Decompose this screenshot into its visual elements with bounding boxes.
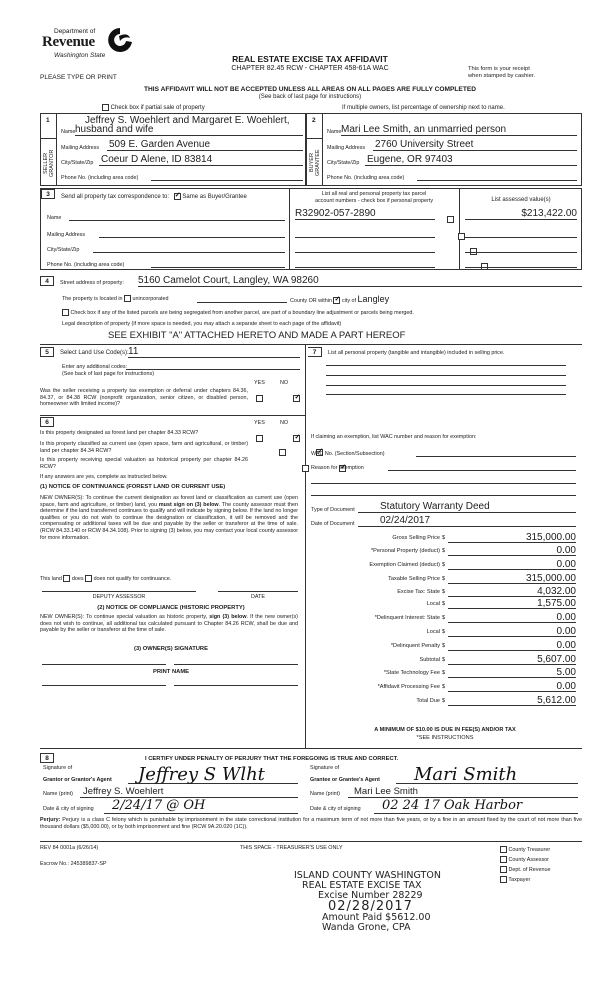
seller-grantor-label: SELLER GRANTOR [43, 149, 55, 177]
section-8-number: 8 [40, 753, 54, 763]
exemption-claim-label: If claiming an exemption, list WAC number and reason for exemption: [311, 434, 477, 440]
instructions-note: (See back of last page for instructions) [258, 94, 362, 100]
subtotal-row: Subtotal $ 5,607.00 [419, 654, 576, 665]
city-field[interactable]: Langley [357, 294, 390, 304]
parcel-number-1[interactable]: R32902-057-2890 [295, 208, 435, 220]
escrow-label: Escrow No.: [40, 861, 70, 867]
form-subtitle: CHAPTER 82.45 RCW - CHAPTER 458-61A WAC [231, 65, 389, 72]
legal-description-field[interactable]: SEE EXHIBIT "A" ATTACHED HERETO AND MADE A PART HEREOF [108, 330, 406, 341]
corr-city-label: City/State/Zip [47, 247, 80, 253]
copy-county-treasurer-label: County Treasurer [508, 847, 551, 853]
city-of-label: city of [341, 298, 357, 304]
corr-mailing-label: Mailing Address [47, 232, 86, 238]
section-6-number: 6 [40, 417, 54, 427]
assessed-value-1[interactable]: $213,422.00 [465, 208, 577, 220]
treasurer-stamp [290, 870, 450, 933]
copy-taxpayer-checkbox[interactable] [500, 876, 507, 883]
parcel-number-3[interactable] [295, 242, 435, 253]
section-2-number: 2 [312, 117, 316, 124]
logo-state: Washington State [54, 52, 106, 59]
grantee-date-label: Date & city of signing [310, 806, 361, 812]
section-3-tax-correspondence [40, 188, 582, 270]
print-name-line-2[interactable] [174, 682, 298, 686]
notice-compliance-title: (2) NOTICE OF COMPLIANCE (HISTORIC PROPERTY) [97, 605, 245, 611]
receipt-note-2: when stamped by cashier. [468, 73, 536, 79]
county-field[interactable] [197, 295, 287, 303]
forest-no-checkbox[interactable] [293, 435, 300, 442]
taxable-selling-price-row: Taxable Selling Price $ 315,000.00 [388, 573, 576, 584]
corr-name-label: Name [47, 215, 62, 221]
grantor-sig-of-label: Signature of [43, 765, 73, 771]
copy-dept-revenue-checkbox[interactable] [500, 866, 507, 873]
buyer-phone-label: Phone No. (including area code) [327, 175, 405, 181]
doc-date-label: Date of Document [311, 521, 355, 527]
affidavit-processing-fee-field[interactable]: 0.00 [448, 681, 576, 692]
if-yes-note: If any answers are yes, complete as instructed below. [40, 474, 168, 480]
deputy-assessor-line[interactable] [42, 588, 196, 592]
copy-county-treasurer-checkbox[interactable] [500, 846, 507, 853]
personal-property-deduct-row: *Personal Property (deduct) $ 0.00 [370, 545, 576, 556]
exemption-claimed-row: Exemption Claimed (deduct) $ 0.00 [369, 559, 576, 570]
warning-text: THIS AFFIDAVIT WILL NOT BE ACCEPTED UNLESS ALL AREAS ON ALL PAGES ARE FULLY COMPLETED [143, 86, 477, 93]
grantee-name-field[interactable]: Mari Lee Smith [348, 786, 578, 798]
personal-property-line-3[interactable] [326, 380, 566, 386]
delinquent-interest-state-field[interactable]: 0.00 [448, 612, 576, 623]
notice-continuance-text: NEW OWNER(S): To continue the current designation as forest land or classification as current use (open space, farm and agriculture, or timber) land, you must sign on (3) below. The county assessor must then determine if the land transferred continues to qualify and will indicate by signing below. If the land no longer qualifies or you do not wish to continue the designation or classification, it will be removed and the compensating or additional taxes will be due and payable by the seller or transferor at the time of sale. (RCW 84.33.140 or RCW 84.34.108). Prior to signing (3) below, you may contact your local county assessor for more information. [40, 495, 298, 541]
land-does-checkbox[interactable] [63, 575, 70, 582]
stamp-tax: REAL ESTATE EXCISE TAX [302, 880, 422, 891]
reason-label: Reason for exemption [311, 465, 364, 471]
subtotal-field[interactable]: 5,607.00 [448, 654, 576, 665]
treasurer-use-label: THIS SPACE - TREASURER'S USE ONLY [240, 845, 343, 851]
deputy-assessor-label: DEPUTY ASSESSOR [92, 594, 146, 600]
copy-county-assessor-label: County Assessor [508, 857, 549, 863]
excise-tax-state-field[interactable]: 4,032.00 [448, 586, 576, 597]
parcel-header-2: account numbers - check box if personal property [314, 197, 434, 204]
affidavit-processing-fee-row: *Affidavit Processing Fee $ 0.00 [377, 681, 576, 692]
section-1-seller [40, 113, 306, 186]
county-or-within-label: County OR within [290, 298, 332, 304]
personal-property-deduct-field[interactable]: 0.00 [448, 545, 576, 556]
stamp-treasurer-name: Wanda Grone, CPA [322, 922, 411, 933]
grantor-name-field[interactable]: Jeffrey S. Woehlert [80, 786, 298, 798]
please-type: PLEASE TYPE OR PRINT [40, 74, 117, 81]
historic-question: Is this property receiving special valuation as historical property per chapter 84.26 RCW? [40, 457, 248, 470]
grantee-date-field[interactable]: 02 24 17 Oak Harbor [374, 798, 578, 814]
section-5-number: 5 [40, 347, 54, 357]
yes-header: YES [254, 380, 265, 386]
delinquent-interest-local-row: Local $ 0.00 [426, 626, 576, 637]
perjury-notice: Perjury: Perjury is a class C felony which is punishable by imprisonment in the state correctional institution for a maximum term of not more than five years, or by a fine in an amount fixed by the court of not more than five thousand dollars ($5,000.00), or by both imprisonment and fine (RCW 9A.20.020 (1C)). [40, 817, 582, 830]
unincorporated-label: unincorporated [132, 295, 169, 302]
state-technology-fee-row: *State Technology Fee $ 5.00 [383, 667, 576, 678]
same-as-buyer-checkbox[interactable] [174, 193, 181, 200]
print-name-title: PRINT NAME [152, 669, 190, 675]
does-label: does [71, 575, 84, 582]
reason-field-2[interactable] [311, 478, 576, 484]
buyer-city-field[interactable]: Eugene, OR 97403 [365, 154, 577, 166]
wac-label: WAC No. (Section/Subsection) [311, 451, 385, 457]
owner-signature-line-1[interactable] [42, 661, 166, 665]
wac-field[interactable] [416, 449, 576, 457]
assessed-header: List assessed value(s) [491, 197, 551, 203]
additional-codes-label: Enter any additional codes: [62, 364, 128, 370]
print-name-line-1[interactable] [42, 682, 166, 686]
section-5-land-use [40, 347, 302, 414]
seller-mailing-field[interactable]: 509 E. Garden Avenue [107, 139, 303, 151]
parcel-number-2[interactable] [295, 227, 435, 238]
minimum-due-note: A MINIMUM OF $10.00 IS DUE IN FEE(S) AND/OR TAX [374, 727, 516, 733]
stamp-date: 02/28/2017 [328, 899, 413, 914]
exemption-question: Was the seller receiving a property tax exemption or deferral under chapters 84.36, 84.37, or 84.38 RCW (nonprofit organization, senior citizen, or disabled person, homeowner with limited income)? [40, 388, 248, 408]
assessed-value-3[interactable] [465, 242, 577, 253]
delinquent-interest-state-row: *Delinquent Interest: State $ 0.00 [374, 612, 576, 623]
yes-header-6: YES [254, 420, 265, 426]
forest-yes-checkbox[interactable] [256, 435, 263, 442]
dor-swirl-icon [106, 26, 134, 54]
notice-compliance-text: NEW OWNER(S): To continue special valuation as historic property, sign (3) below. If the new owner(s) does not wish to continue, all additional tax calculated pursuant to Chapter 84.26 RCW, shall be due and payable by the seller or transferor at the time of sale. [40, 614, 298, 634]
section-7-number: 7 [308, 347, 322, 357]
dor-logo [40, 28, 140, 73]
no-header: NO [280, 380, 289, 386]
owner-signature-title: (3) OWNER(S) SIGNATURE [134, 646, 208, 652]
section-1-number: 1 [46, 117, 50, 124]
gross-selling-price-field[interactable]: 315,000.00 [448, 532, 576, 543]
grantee-sig-of-label: Signature of [310, 765, 340, 771]
assessed-value-4[interactable] [465, 257, 577, 268]
seller-phone-label: Phone No. (including area code) [61, 175, 139, 181]
grantor-signature[interactable]: Jeffrey S Wlht [128, 764, 298, 784]
doc-type-label: Type of Document [311, 507, 355, 513]
land-use-field[interactable]: 11 [128, 346, 300, 358]
city-of-checkbox[interactable] [333, 297, 340, 304]
notice-continuance-title: (1) NOTICE OF CONTINUANCE (FOREST LAND OR CURRENT USE) [40, 484, 226, 490]
form-title: REAL ESTATE EXCISE TAX AFFIDAVIT [232, 54, 388, 64]
does-not-label: does not qualify for continuance. [93, 575, 172, 582]
grantee-agent-label: Grantee or Grantee's Agent [310, 777, 380, 783]
located-in-label: The property is located in [62, 295, 123, 302]
partial-sale-checkbox[interactable] [102, 104, 109, 111]
unincorporated-checkbox[interactable] [124, 295, 131, 302]
logo-revenue: Revenue [42, 34, 95, 50]
seller-phone-field[interactable] [151, 171, 303, 181]
state-technology-fee-field[interactable]: 5.00 [448, 667, 576, 678]
current-use-question: Is this property classified as current use (open space, farm and agricultural, or timber) land per chapter 84.34 RCW? [40, 441, 248, 454]
current-use-yes-checkbox[interactable] [279, 449, 286, 456]
excise-tax-local-field[interactable]: 1,575.00 [448, 598, 576, 609]
land-does-not-checkbox[interactable] [85, 575, 92, 582]
buyer-mailing-label: Mailing Address [327, 145, 366, 151]
same-as-buyer-label: Same as Buyer/Grantee [182, 194, 247, 201]
send-correspondence-label: Send all property tax correspondence to: [61, 194, 170, 201]
lower-divider [305, 344, 306, 748]
parcel-1-personal-checkbox[interactable] [447, 216, 454, 223]
grantor-agent-label: Grantor or Grantor's Agent [43, 777, 112, 783]
taxable-selling-price-field[interactable]: 315,000.00 [448, 573, 576, 584]
reason-field[interactable] [388, 463, 576, 471]
copy-taxpayer-label: Taxpayer [508, 877, 531, 883]
seller-city-field[interactable]: Coeur D Alene, ID 83814 [99, 154, 303, 166]
owner-signature-line-2[interactable] [174, 661, 298, 665]
buyer-name-label: Name [327, 129, 342, 135]
exemption-claimed-field[interactable]: 0.00 [448, 559, 576, 570]
personal-property-line-4[interactable] [326, 389, 566, 395]
exemption-yes-checkbox[interactable] [256, 395, 263, 402]
seller-name-label: Name [61, 129, 76, 135]
buyer-name-field[interactable]: Mari Lee Smith, an unmarried person [341, 124, 577, 136]
doc-date-field[interactable]: 02/24/2017 [358, 515, 576, 527]
personal-property-line-2[interactable] [326, 370, 566, 376]
buyer-grantee-label: BUYER GRANTEE [309, 149, 321, 177]
grantor-name-label: Name (print) [43, 791, 73, 797]
assessor-date-label: DATE [251, 594, 265, 600]
corr-mailing-field[interactable] [99, 228, 285, 238]
stamp-amount-paid: Amount Paid $5612.00 [322, 912, 431, 923]
parcel-number-4[interactable] [295, 257, 435, 268]
partial-sale-label: Check box if partial sale of property [110, 105, 205, 112]
total-due-row: Total Due $ 5,612.00 [416, 695, 576, 706]
personal-property-line-1[interactable] [326, 360, 566, 366]
buyer-mailing-field[interactable]: 2760 University Street [373, 139, 577, 151]
see-instructions-note: *SEE INSTRUCTIONS [416, 735, 474, 741]
exemption-no-checkbox[interactable] [293, 395, 300, 402]
copy-county-assessor-checkbox[interactable] [500, 856, 507, 863]
personal-property-label: List all personal property (tangible and intangible) included in selling price. [328, 350, 505, 356]
grantee-name-label: Name (print) [310, 791, 340, 797]
additional-codes-field[interactable] [126, 362, 300, 370]
delinquent-penalty-field[interactable]: 0.00 [448, 640, 576, 651]
total-due-field[interactable]: 5,612.00 [448, 695, 576, 706]
section-4-number: 4 [40, 276, 54, 286]
forest-land-question: Is this property designated as forest land per chapter 84.33 RCW? [40, 430, 199, 436]
stamp-county: ISLAND COUNTY WASHINGTON [294, 870, 441, 881]
doc-type-field[interactable]: Statutory Warranty Deed [358, 501, 576, 513]
delinquent-interest-local-field[interactable]: 0.00 [448, 626, 576, 637]
additional-codes-note: (See back of last page for instructions) [62, 371, 154, 377]
section-4-property [40, 274, 582, 344]
section-2-buyer [306, 113, 582, 186]
grantee-signature[interactable]: Mari Smith [396, 764, 578, 784]
buyer-city-label: City/State/Zip [327, 160, 360, 166]
corr-city-field[interactable] [93, 243, 285, 253]
reason-field-3[interactable] [311, 490, 576, 496]
stamp-excise-number: Excise Number 28229 [318, 890, 423, 901]
form-revision: REV 84 0001a (6/26/14) [40, 845, 99, 851]
escrow-value: 245389837-SP [70, 861, 107, 867]
copy-dept-revenue-label: Dept. of Revenue [508, 867, 551, 873]
parcel-header-1: List all real and personal property tax parcel [321, 191, 427, 197]
street-address-field[interactable]: 5160 Camelot Court, Langley, WA 98260 [138, 275, 582, 287]
excise-tax-state-row: Excise Tax: State $ 4,032.00 [397, 586, 576, 597]
corr-phone-field[interactable] [151, 258, 285, 268]
section-3-number: 3 [41, 189, 55, 199]
buyer-phone-field[interactable] [417, 171, 577, 181]
corr-name-field[interactable] [69, 211, 285, 221]
delinquent-penalty-row: *Delinquent Penalty $ 0.00 [390, 640, 576, 651]
section-6-current-use [40, 417, 302, 747]
street-address-label: Street address of property: [60, 280, 124, 286]
assessed-value-2[interactable] [465, 227, 577, 238]
receipt-note-1: This form is your receipt [468, 66, 530, 72]
gross-selling-price-row: Gross Selling Price $ 315,000.00 [392, 532, 576, 543]
seller-city-label: City/State/Zip [61, 160, 94, 166]
seller-name-line1[interactable]: Jeffrey S. Woehlert and Margaret E. Woehlert, [85, 115, 290, 126]
assessor-date-line[interactable] [218, 588, 298, 592]
this-land-label: This land [40, 575, 62, 582]
segregated-label: Check box if any of the listed parcels are being segregated from another parcel, are part of a boundary line adjustment or parcels being merged. [70, 309, 414, 316]
multiple-owners-note: If multiple owners, list percentage of ownership next to name. [342, 105, 505, 111]
grantor-date-field[interactable]: 2/24/17 @ OH [104, 798, 298, 814]
segregated-checkbox[interactable] [62, 309, 69, 316]
logo-dept-of: Department of [54, 28, 96, 35]
seller-mailing-label: Mailing Address [61, 145, 100, 151]
certify-statement: I CERTIFY UNDER PENALTY OF PERJURY THAT THE FOREGOING IS TRUE AND CORRECT. [145, 756, 399, 762]
grantor-date-label: Date & city of signing [43, 806, 94, 812]
land-use-label: Select Land Use Code(s): [60, 350, 129, 356]
seller-name-line2[interactable]: husband and wife [75, 124, 303, 136]
corr-phone-label: Phone No. (including area code) [47, 262, 125, 268]
excise-tax-local-row: Local $ 1,575.00 [426, 598, 576, 609]
legal-description-label: Legal description of property (if more space is needed, you may attach a separate sheet to each page of the affidavit) [62, 321, 342, 327]
no-header-6: NO [280, 420, 289, 426]
